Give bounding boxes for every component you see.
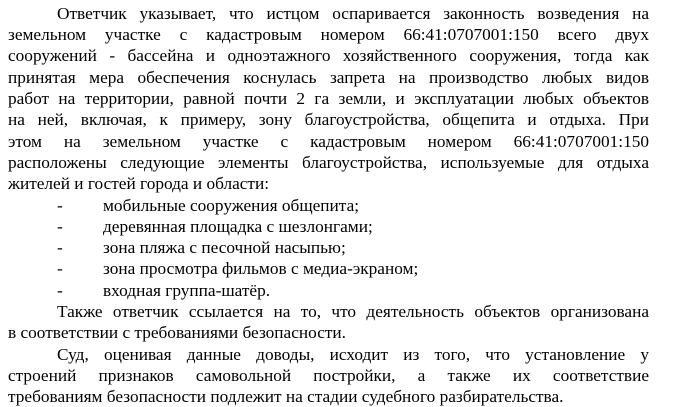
list-item-text: деревянная площадка с шезлонгами; <box>103 217 373 236</box>
paragraph-2-line-1: Также ответчик ссылается на то, что деятельность объектов организована <box>57 302 649 321</box>
paragraph-3-line-3: требованиям безопасности подлежит на стадии судебного разбирательства. <box>8 387 564 406</box>
list-item-text: зона пляжа с песочной насыпью; <box>103 238 346 257</box>
paragraph-1-line-7: этом на земельном участке с кадастровым номером 66:41:0707001:150 <box>8 132 649 151</box>
paragraph-1-line-1: Ответчик указывает, что истцом оспаривается законность возведения на <box>57 4 649 23</box>
list-item-text: входная группа-шатёр. <box>103 281 271 300</box>
list-item-marker: - <box>57 281 63 300</box>
list-item-marker: - <box>57 238 63 257</box>
paragraph-1-line-8: расположены следующие элементы благоустройства, используемые для отдыха <box>8 153 649 172</box>
list-item-text: мобильные сооружения общепита; <box>103 196 360 215</box>
paragraph-2-line-2: в соответствии с требованиями безопасности. <box>8 323 347 342</box>
paragraph-1-line-4: принятая мера обеспечения коснулась запрета на производство любых видов <box>8 68 649 87</box>
paragraph-1-line-2: земельном участке с кадастровым номером 66:41:0707001:150 всего двух <box>8 25 649 44</box>
paragraph-3-line-2: строений признаков самовольной постройки, а также их соответствие <box>8 366 649 385</box>
paragraph-1-line-9: жителей и гостей города и области: <box>8 174 270 193</box>
paragraph-1-line-3: сооружений - бассейна и одноэтажного хозяйственного сооружения, тогда как <box>8 46 649 65</box>
list-item-marker: - <box>57 259 63 278</box>
paragraph-1-line-6: на ней, включая, к примеру, зону благоустройства, общепита и отдыха. При <box>8 110 649 129</box>
paragraph-3-line-1: Суд, оценивая данные доводы, исходит из того, что установление у <box>57 345 649 364</box>
list-item-marker: - <box>57 217 63 236</box>
paragraph-1-line-5: работ на территории, равной почти 2 га земли, и эксплуатации любых объектов <box>8 89 649 108</box>
list-item-text: зона просмотра фильмов с медиа-экраном; <box>103 259 419 278</box>
list-item-marker: - <box>57 196 63 215</box>
